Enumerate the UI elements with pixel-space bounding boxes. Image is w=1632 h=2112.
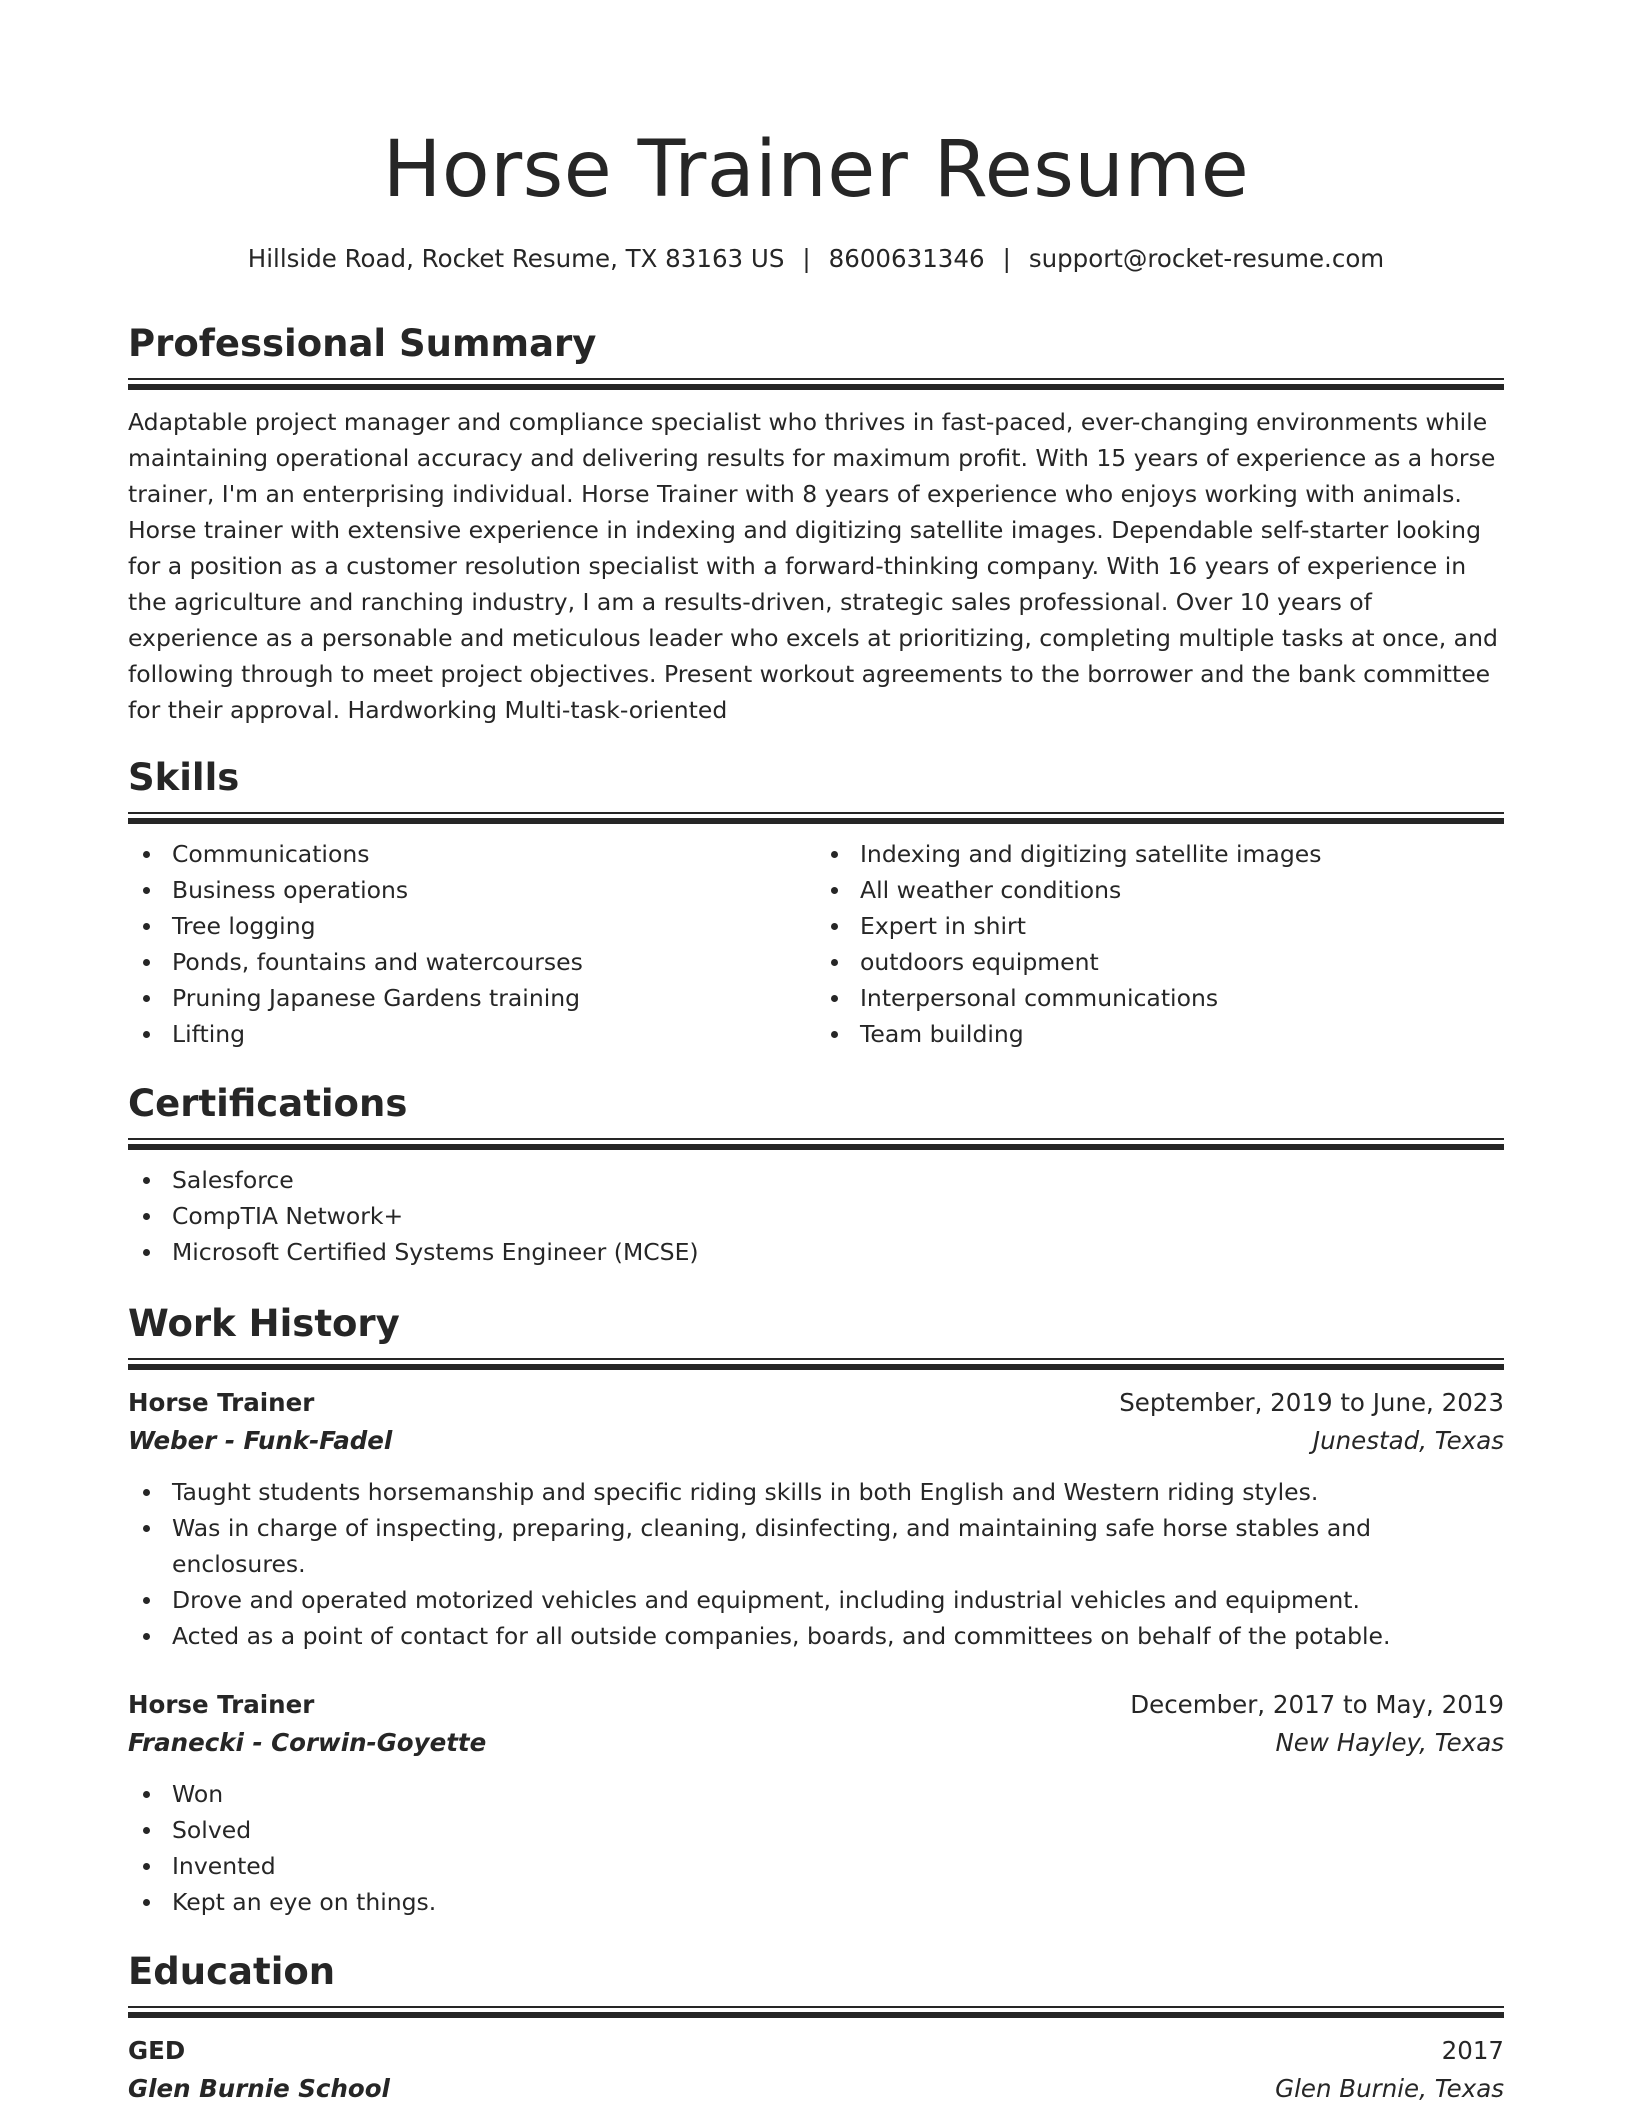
resume-title: Horse Trainer Resume — [382, 125, 1250, 215]
education-section — [128, 1948, 1504, 2108]
section-divider — [128, 378, 1504, 390]
job-dates: September, 2019 to June, 2023 — [1119, 1388, 1504, 1417]
contact-separator: | — [802, 244, 811, 273]
skill-item: Indexing and digitizing satellite images — [816, 836, 1504, 872]
skills-list-right — [816, 836, 1504, 1052]
job-bullet: Taught students horsemanship and specific riding skills in both English and Western riding styles. — [128, 1474, 1504, 1510]
education-entry — [128, 2032, 1504, 2108]
education-location: Glen Burnie, Texas — [1275, 2074, 1504, 2103]
education-header — [128, 2032, 1504, 2070]
job-company: Franecki - Corwin-Goyette — [128, 1728, 487, 1757]
skill-item: Interpersonal communications — [816, 980, 1504, 1016]
job-bullet: Invented — [128, 1848, 1504, 1884]
job-bullet: Kept an eye on things. — [128, 1884, 1504, 1920]
job-header — [128, 1384, 1504, 1422]
skills-list-left — [128, 836, 816, 1052]
job-bullet: Won — [128, 1776, 1504, 1812]
skills-grid — [128, 836, 1504, 1052]
certifications-section — [128, 1080, 1504, 1270]
skill-item: Team building — [816, 1016, 1504, 1052]
skill-item: Communications — [128, 836, 816, 872]
certifications-heading: Certifications — [128, 1082, 408, 1125]
skill-item: All weather conditions — [816, 872, 1504, 908]
education-degree: GED — [128, 2036, 186, 2065]
summary-heading: Professional Summary — [128, 322, 597, 365]
job-bullet: Was in charge of inspecting, preparing, cleaning, disinfecting, and maintaining safe horse stables and enclosures. — [128, 1510, 1504, 1582]
education-heading: Education — [128, 1950, 336, 1993]
certification-item: CompTIA Network+ — [128, 1198, 1504, 1234]
job-bullet: Drove and operated motorized vehicles and equipment, including industrial vehicles and equipment. — [128, 1582, 1504, 1618]
certification-item: Salesforce — [128, 1162, 1504, 1198]
skills-heading: Skills — [128, 756, 240, 799]
job-entry — [128, 1384, 1504, 1654]
work-history-heading: Work History — [128, 1302, 400, 1345]
job-entry — [128, 1686, 1504, 1920]
contact-line — [128, 242, 1504, 276]
skill-item: Tree logging — [128, 908, 816, 944]
job-bullets — [128, 1776, 1504, 1920]
job-location: New Hayley, Texas — [1275, 1728, 1504, 1757]
job-subheader — [128, 1724, 1504, 1762]
section-divider — [128, 812, 1504, 824]
work-history-section — [128, 1300, 1504, 1920]
skills-section — [128, 754, 1504, 1052]
section-divider — [128, 1138, 1504, 1150]
skill-item: Ponds, fountains and watercourses — [128, 944, 816, 980]
job-bullet: Solved — [128, 1812, 1504, 1848]
contact-phone: 8600631346 — [828, 244, 985, 273]
certifications-list — [128, 1162, 1504, 1270]
job-title: Horse Trainer — [128, 1388, 315, 1417]
contact-address: Hillside Road, Rocket Resume, TX 83163 US — [247, 244, 785, 273]
contact-separator: | — [1002, 244, 1011, 273]
summary-section — [128, 320, 1504, 728]
job-dates: December, 2017 to May, 2019 — [1130, 1690, 1504, 1719]
job-company: Weber - Funk-Fadel — [128, 1426, 393, 1455]
section-divider — [128, 2006, 1504, 2018]
certification-item: Microsoft Certified Systems Engineer (MCSE) — [128, 1234, 1504, 1270]
summary-text: Adaptable project manager and compliance specialist who thrives in fast-paced, ever-changing environments while maintaining operational accuracy and delivering results for maximum profit. With 15 years of experience as a horse trainer, I'm an enterprising individual. Horse Trainer with 8 years of experience who enjoys working with animals. Horse trainer with extensive experience in indexing and digitizing satellite images. Dependable self-starter looking for a position as a customer resolution specialist with a forward-thinking company. With 16 years of experience in the agriculture and ranching industry, I am a results-driven, strategic sales professional. Over 10 years of experience as a personable and meticulous leader who excels at prioritizing, completing multiple tasks at once, and following through to meet project objectives. Present workout agreements to the borrower and the bank committee for their approval. Hardworking Multi-task-oriented — [128, 408, 1498, 724]
contact-email[interactable]: support@rocket-resume.com — [1028, 244, 1385, 273]
education-school: Glen Burnie School — [128, 2074, 390, 2103]
skill-item: Expert in shirt — [816, 908, 1504, 944]
job-header — [128, 1686, 1504, 1724]
education-subheader — [128, 2070, 1504, 2108]
skill-item: outdoors equipment — [816, 944, 1504, 980]
job-bullets — [128, 1474, 1504, 1654]
job-subheader — [128, 1422, 1504, 1460]
job-location: Junestad, Texas — [1312, 1426, 1504, 1455]
job-bullet: Acted as a point of contact for all outside companies, boards, and committees on behalf of the potable. — [128, 1618, 1504, 1654]
skill-item: Lifting — [128, 1016, 816, 1052]
education-year: 2017 — [1441, 2036, 1504, 2065]
job-title: Horse Trainer — [128, 1690, 315, 1719]
skill-item: Pruning Japanese Gardens training — [128, 980, 816, 1016]
skill-item: Business operations — [128, 872, 816, 908]
section-divider — [128, 1358, 1504, 1370]
